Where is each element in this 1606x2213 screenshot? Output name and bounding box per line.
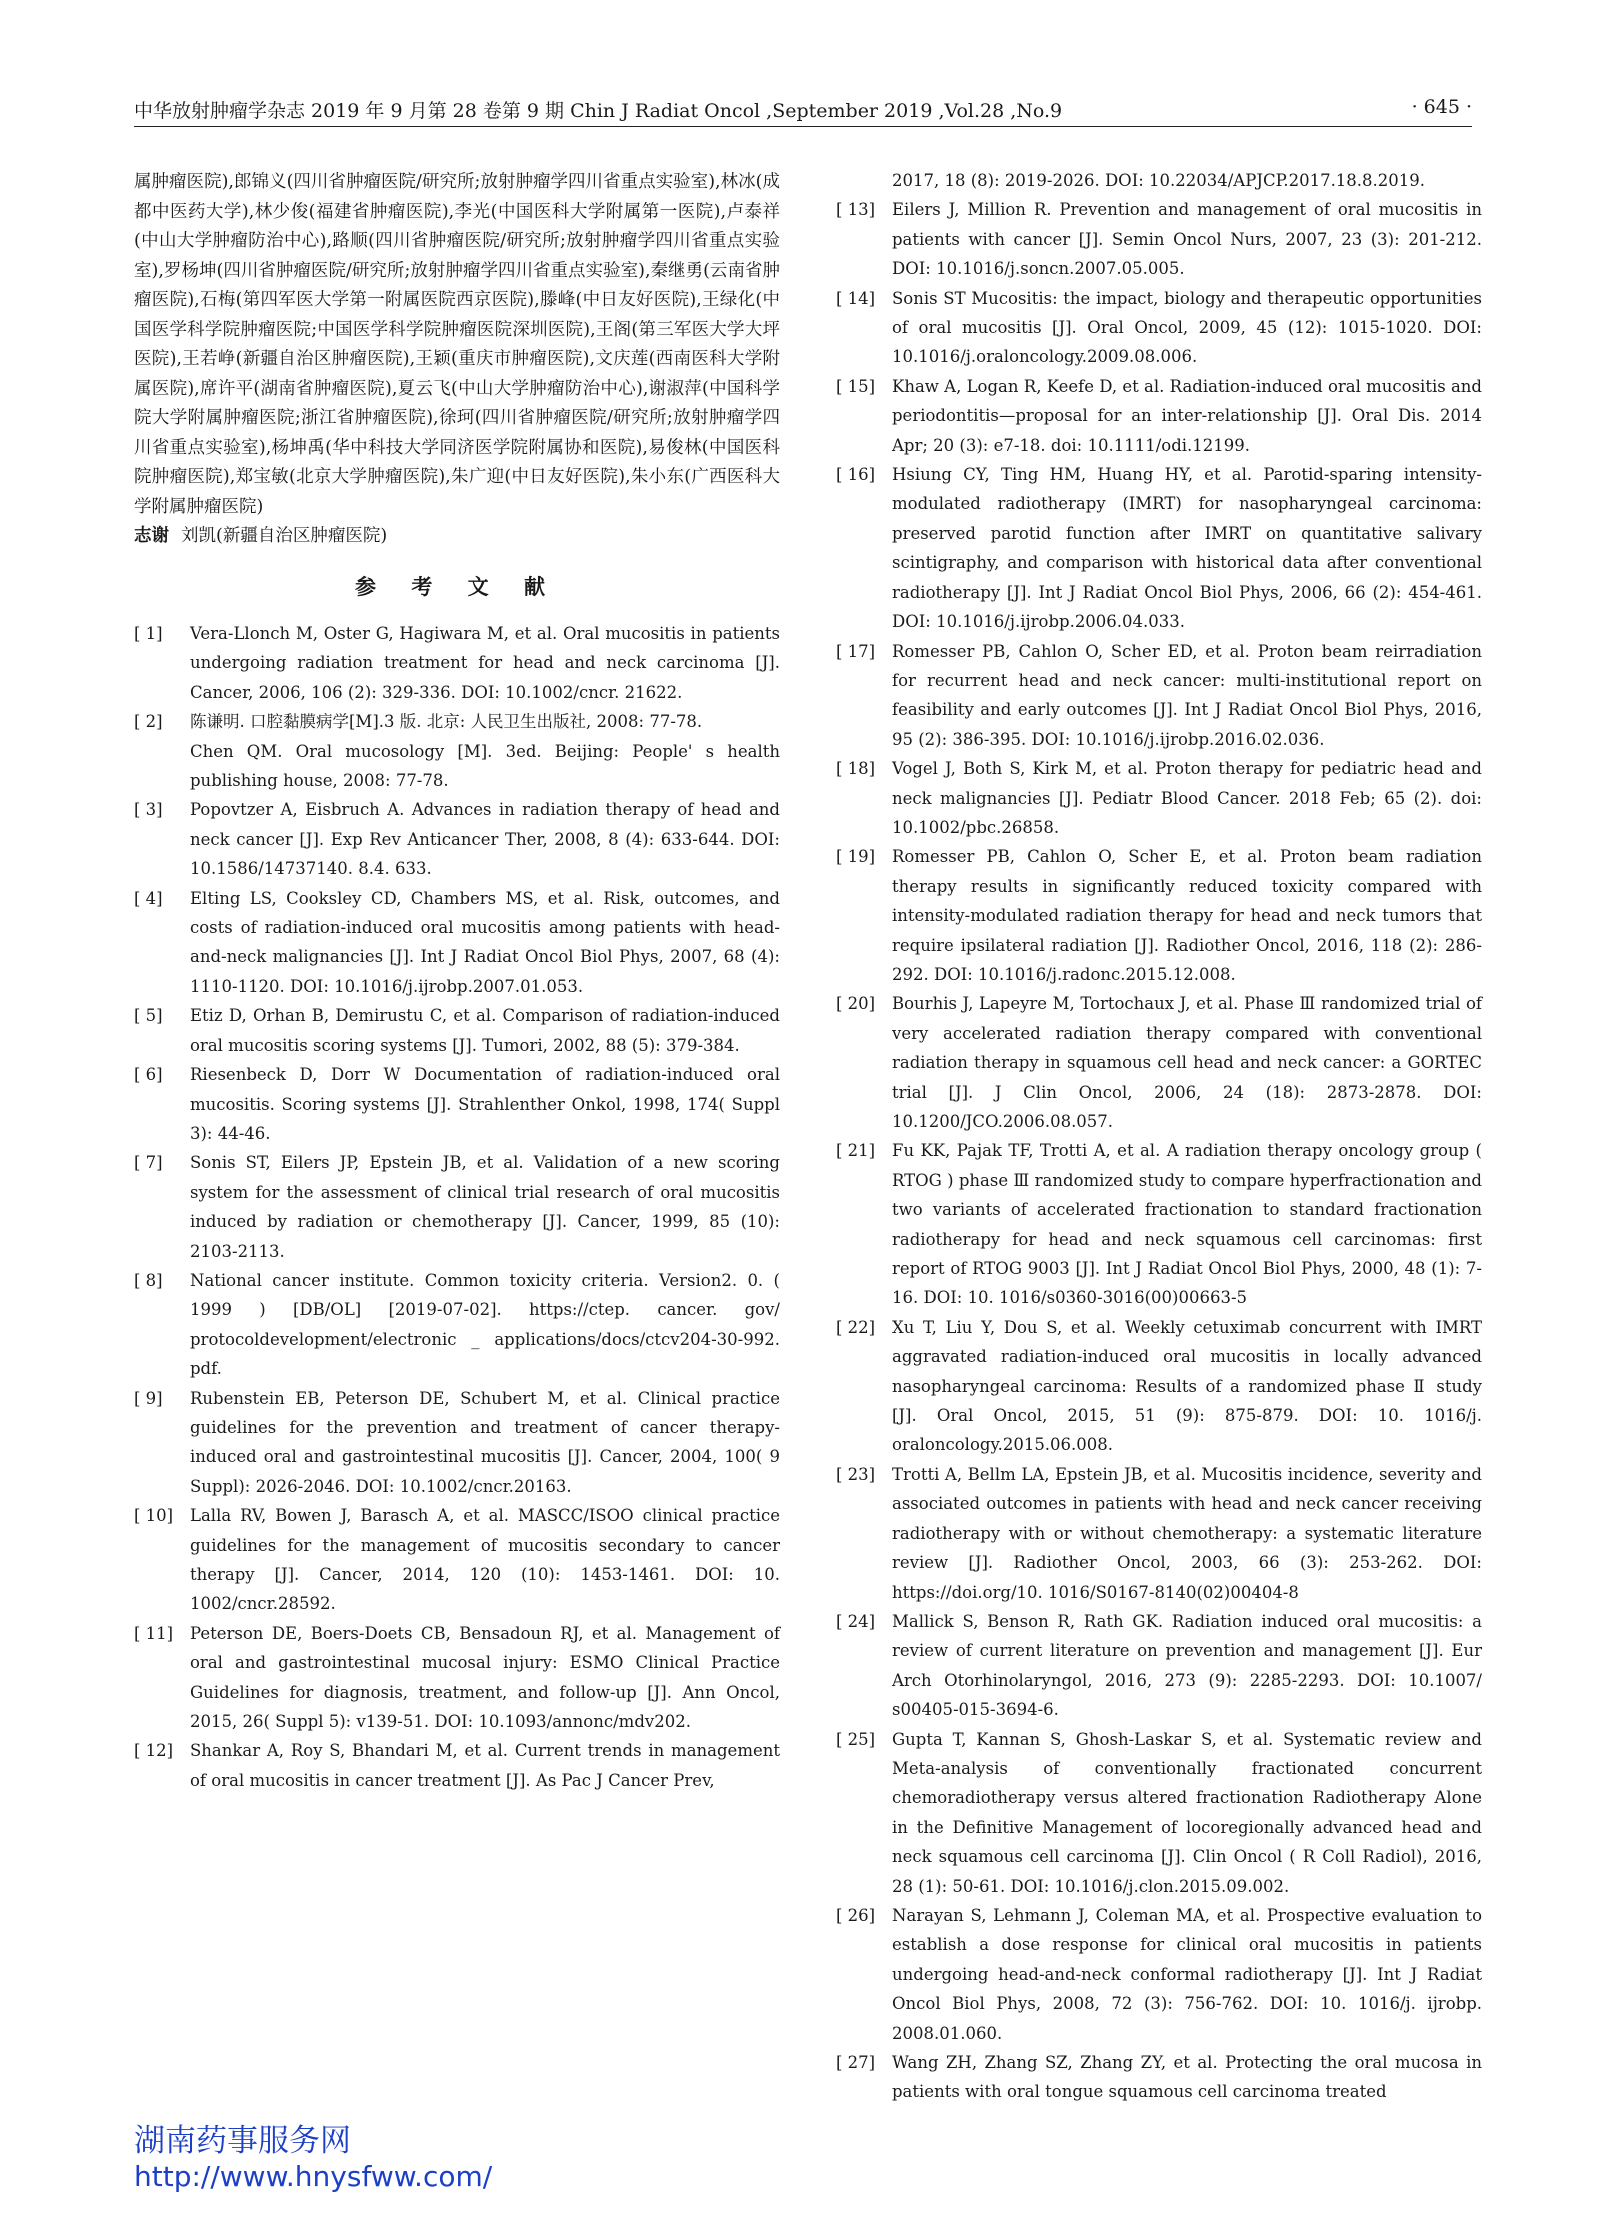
reference-item: [134, 1060, 780, 1148]
reference-item: [134, 1736, 780, 1795]
reference-text: Mallick S, Benson R, Rath GK. Radiation induced oral mucositis: a review of current literature on prevention and management [J]. Eur Arch Otorhinolaryngol, 2016, 273 (9): 2285-2293. DOI: 10.1007/ s00405-015-3694-6.: [892, 1611, 1482, 1720]
reference-text: Rubenstein EB, Peterson DE, Schubert M, et al. Clinical practice guidelines for the prevention and treatment of cancer therapy-induced oral and gastrointestinal mucositis [J]. Cancer, 2004, 100( 9 Suppl): 2026-2046. DOI: 10.1002/cncr.20163.: [190, 1388, 780, 1496]
watermark-url[interactable]: http://www.hnysfww.com/: [134, 2160, 493, 2193]
reference-item: [836, 460, 1482, 636]
reference-number: [ 16]: [836, 465, 876, 485]
reference-number: [ 4]: [134, 888, 163, 908]
reference-number: [ 24]: [836, 1611, 876, 1631]
right-column: [836, 166, 1482, 2107]
reference-number: [ 6]: [134, 1065, 163, 1085]
reference-number: [ 22]: [836, 1317, 876, 1337]
reference-number: [ 19]: [836, 847, 876, 867]
reference-text: Lalla RV, Bowen J, Barasch A, et al. MASCC/ISOO clinical practice guidelines for the management of mucositis secondary to cancer therapy [J]. Cancer, 2014, 120 (10): 1453-1461. DOI: 10. 1002/cncr.28592.: [190, 1506, 780, 1614]
reference-number: [ 13]: [836, 200, 876, 220]
reference-text: Narayan S, Lehmann J, Coleman MA, et al. Prospective evaluation to establish a dose response for clinical oral mucositis in patients undergoing head-and-neck conformal radiotherapy [J]. Int J Radiat Oncol Biol Phys, 2008, 72 (3): 756-762. DOI: 10. 1016/j. ijrobp. 2008.01.060.: [892, 1905, 1482, 2043]
reference-text: Peterson DE, Boers-Doets CB, Bensadoun RJ, et al. Management of oral and gastrointestinal mucosal injury: ESMO Clinical Practice Guidelines for diagnosis, treatment, and follow-up [J]. Ann Oncol, 2015, 26( Suppl 5): v139-51. DOI: 10.1093/annonc/mdv202.: [190, 1623, 780, 1732]
reference-text: Vera-Llonch M, Oster G, Hagiwara M, et al. Oral mucositis in patients undergoing radiation treatment for head and neck carcinoma [J]. Cancer, 2006, 106 (2): 329-336. DOI: 10.1002/cncr. 21622.: [190, 624, 780, 702]
reference-number: [ 17]: [836, 641, 876, 661]
reference-text: Khaw A, Logan R, Keefe D, et al. Radiation-induced oral mucositis and periodontitis—proposal for an inter-relationship [J]. Oral Dis. 2014 Apr; 20 (3): e7-18. doi: 10.1111/odi.12199.: [892, 376, 1482, 455]
reference-item: [836, 2048, 1482, 2107]
reference-item: [836, 1313, 1482, 1460]
reference-text: Sonis ST Mucositis: the impact, biology and therapeutic opportunities of oral mucositis [J]. Oral Oncol, 2009, 45 (12): 1015-1020. DOI: 10.1016/j.oraloncology.2009.08.006.: [892, 288, 1482, 367]
reference-number: [ 9]: [134, 1388, 163, 1408]
reference-text: Elting LS, Cooksley CD, Chambers MS, et al. Risk, outcomes, and costs of radiation-induced oral mucositis among patients with head-and-neck malignancies [J]. Int J Radiat Oncol Biol Phys, 2007, 68 (4): 1110-1120. DOI: 10.1016/j.ijrobp.2007.01.053.: [190, 888, 780, 996]
reference-number: [ 20]: [836, 994, 876, 1014]
reference-text: Fu KK, Pajak TF, Trotti A, et al. A radiation therapy oncology group ( RTOG ) phase Ⅲ randomized study to compare hyperfractionation and two variants of accelerated fractionation to standard fractionation radiotherapy for head and neck squamous cell carcinomas: first report of RTOG 9003 [J]. Int J Radiat Oncol Biol Phys, 2000, 48 (1): 7-16. DOI: 10. 1016/s0360-3016(00)00663-5: [892, 1141, 1482, 1308]
reference-number: [ 27]: [836, 2053, 876, 2072]
reference-text: Xu T, Liu Y, Dou S, et al. Weekly cetuximab concurrent with IMRT aggravated radiation-induced oral mucositis in locally advanced nasopharyngeal carcinoma: Results of a randomized phase Ⅱ study [J]. Oral Oncol, 2015, 51 (9): 875-879. DOI: 10. 1016/j. oraloncology.2015.06.008.: [892, 1317, 1482, 1455]
reference-item: [134, 795, 780, 883]
reference-item: [134, 884, 780, 1002]
reference-item: [836, 372, 1482, 460]
reference-text: National cancer institute. Common toxicity criteria. Version2. 0. ( 1999 ) [DB/OL] [2019-07-02]. https://ctep. cancer. gov/ protocoldevelopment/electronic _ applications/docs/ctcv204-30-992. pdf.: [190, 1270, 780, 1379]
reference-item: [836, 1607, 1482, 1725]
reference-text: Riesenbeck D, Dorr W Documentation of radiation-induced oral mucositis. Scoring systems [J]. Strahlenther Onkol, 1998, 174( Suppl 3): 44-46.: [190, 1065, 780, 1143]
reference-item: [134, 619, 780, 707]
reference-number: [ 15]: [836, 376, 876, 396]
reference-text: Romesser PB, Cahlon O, Scher ED, et al. Proton beam reirradiation for recurrent head and neck cancer: multi-institutional report on feasibility and early outcomes [J]. Int J Radiat Oncol Biol Phys, 2016, 95 (2): 386-395. DOI: 10.1016/j.ijrobp.2016.02.036.: [892, 641, 1482, 749]
running-header: [134, 96, 1472, 127]
reference-number: [ 2]: [134, 712, 163, 732]
reference-item: [836, 989, 1482, 1136]
left-column: [134, 168, 780, 1795]
references-heading: 参 考 文 献: [355, 573, 559, 599]
reference-item: [836, 195, 1482, 283]
reference-number: [ 11]: [134, 1623, 174, 1643]
reference-number: [ 26]: [836, 1905, 876, 1925]
reference-text: Etiz D, Orhan B, Demirustu C, et al. Comparison of radiation-induced oral mucositis scoring systems [J]. Tumori, 2002, 88 (5): 379-384.: [190, 1006, 780, 1055]
reference-item: [836, 637, 1482, 755]
reference-text: Vogel J, Both S, Kirk M, et al. Proton therapy for pediatric head and neck malignancies [J]. Pediatr Blood Cancer. 2018 Feb; 65 (2). doi: 10.1002/pbc.26858.: [892, 759, 1482, 837]
reference-text: Shankar A, Roy S, Bhandari M, et al. Current trends in management of oral mucositis in cancer treatment [J]. As Pac J Cancer Prev,: [190, 1741, 780, 1790]
reference-item: [134, 707, 780, 795]
reference-text: Eilers J, Million R. Prevention and management of oral mucositis in patients with cancer [J]. Semin Oncol Nurs, 2007, 23 (3): 201-212. DOI: 10.1016/j.soncn.2007.05.005.: [892, 200, 1482, 279]
reference-list-left: [134, 619, 780, 1795]
thanks-line: [134, 522, 780, 552]
reference-item: [836, 284, 1482, 372]
page-number: · 645 ·: [1411, 96, 1472, 118]
reference-item: [134, 1501, 780, 1619]
watermark-name: 湖南药事服务网: [134, 2123, 351, 2159]
reference-number: [ 10]: [134, 1506, 174, 1526]
reference-list-right: [836, 166, 1482, 2107]
reference-item: [836, 166, 1482, 195]
reference-text: Bourhis J, Lapeyre M, Tortochaux J, et al. Phase Ⅲ randomized trial of very accelerated radiation therapy compared with conventional radiation therapy in squamous cell head and neck cancer: a GORTEC trial [J]. J Clin Oncol, 2006, 24 (18): 2873-2878. DOI: 10.1200/JCO.2006.08.057.: [892, 994, 1482, 1131]
reference-number: [ 18]: [836, 759, 876, 779]
reference-item: [134, 1266, 780, 1384]
reference-text: Trotti A, Bellm LA, Epstein JB, et al. Mucositis incidence, severity and associated outcomes in patients with head and neck cancer receiving radiotherapy with or without chemotherapy: a systematic literature review [J]. Radiother Oncol, 2003, 66 (3): 253-262. DOI: https://doi.org/10. 1016/S0167-8140(02)00404-8: [892, 1464, 1482, 1602]
reference-item: [134, 1384, 780, 1502]
reference-number: [ 14]: [836, 288, 876, 308]
journal-citation: 中华放射肿瘤学杂志 2019 年 9 月第 28 卷第 9 期 Chin J Radiat Oncol ,September 2019 ,Vol.28 ,No.9: [134, 100, 1063, 122]
reference-item: [134, 1619, 780, 1737]
reference-number: [ 7]: [134, 1153, 163, 1173]
reference-number: [ 3]: [134, 800, 163, 820]
reference-text: Sonis ST, Eilers JP, Epstein JB, et al. Validation of a new scoring system for the assessment of clinical trial research of oral mucositis induced by radiation or chemotherapy [J]. Cancer, 1999, 85 (10): 2103-2113.: [190, 1153, 780, 1261]
reference-item: [836, 1460, 1482, 1607]
watermark: [134, 2122, 492, 2194]
reference-text: Romesser PB, Cahlon O, Scher E, et al. Proton beam radiation therapy results in significantly reduced toxicity compared with intensity-modulated radiation therapy for head and neck tumors that require ipsilateral radiation [J]. Radiother Oncol, 2016, 118 (2): 286-292. DOI: 10.1016/j.radonc.2015.12.008.: [892, 847, 1482, 984]
reference-item: [836, 1136, 1482, 1312]
reference-item: [836, 1901, 1482, 2048]
reference-text-translation: Chen QM. Oral mucosology [M]. 3ed. Beijing: People' s health publishing house, 2008: 77-78.: [190, 741, 780, 791]
reference-text: Gupta T, Kannan S, Ghosh-Laskar S, et al. Systematic review and Meta-analysis of conventionally fractionated concurrent chemoradiotherapy versus altered fractionation Radiotherapy Alone in the Definitive Management of locoregionally advanced head and neck squamous cell carcinoma [J]. Clin Oncol ( R Coll Radiol), 2016, 28 (1): 50-61. DOI: 10.1016/j.clon.2015.09.002.: [892, 1729, 1482, 1896]
reference-item: [836, 754, 1482, 842]
acknowledgement-section: [134, 168, 780, 552]
reference-number: [ 23]: [836, 1464, 876, 1484]
reference-number: [ 21]: [836, 1141, 876, 1161]
reference-number: [ 25]: [836, 1729, 876, 1749]
reference-number: [ 12]: [134, 1741, 174, 1761]
reference-item: [836, 1725, 1482, 1901]
reference-text: 陈谦明. 口腔黏膜病学[M].3 版. 北京: 人民卫生出版社, 2008: 77-78.: [190, 712, 703, 732]
thanks-label: 志谢: [134, 526, 169, 546]
reference-item: [134, 1148, 780, 1266]
reference-number: [ 8]: [134, 1270, 163, 1290]
reference-text: Wang ZH, Zhang SZ, Zhang ZY, et al. Protecting the oral mucosa in patients with oral tongue squamous cell carcinoma treated: [892, 2053, 1482, 2102]
reference-item: [134, 1001, 780, 1060]
contributors-paragraph: 属肿瘤医院),郎锦义(四川省肿瘤医院/研究所;放射肿瘤学四川省重点实验室),林冰(成都中医药大学),林少俊(福建省肿瘤医院),李光(中国医科大学附属第一医院),卢泰祥(中山大学肿瘤防治中心),路顺(四川省肿瘤医院/研究所;放射肿瘤学四川省重点实验室),罗杨坤(四川省肿瘤医院/研究所;放射肿瘤学四川省重点实验室),秦继勇(云南省肿瘤医院),石梅(第四军医大学第一附属医院西京医院),滕峰(中日友好医院),王绿化(中国医学科学院肿瘤医院;中国医学科学院肿瘤医院深圳医院),王阁(第三军医大学大坪医院),王若峥(新疆自治区肿瘤医院),王颖(重庆市肿瘤医院),文庆莲(西南医科大学附属医院),席许平(湖南省肿瘤医院),夏云飞(中山大学肿瘤防治中心),谢淑萍(中国科学院大学附属肿瘤医院;浙江省肿瘤医院),徐珂(四川省肿瘤医院/研究所;放射肿瘤学四川省重点实验室),杨坤禹(华中科技大学同济医学院附属协和医院),易俊林(中国医科院肿瘤医院),郑宝敏(北京大学肿瘤医院),朱广迎(中日友好医院),朱小东(广西医科大学附属肿瘤医院): [134, 172, 780, 517]
reference-text: Hsiung CY, Ting HM, Huang HY, et al. Parotid-sparing intensity-modulated radiotherapy (IMRT) for nasopharyngeal carcinoma: preserved parotid function after IMRT on quantitative salivary scintigraphy, and comparison with historical data after conventional radiotherapy [J]. Int J Radiat Oncol Biol Phys, 2006, 66 (2): 454-461. DOI: 10.1016/j.ijrobp.2006.04.033.: [892, 465, 1482, 632]
reference-number: [ 5]: [134, 1006, 163, 1026]
reference-text: 2017, 18 (8): 2019-2026. DOI: 10.22034/APJCP.2017.18.8.2019.: [892, 171, 1426, 190]
reference-text: Popovtzer A, Eisbruch A. Advances in radiation therapy of head and neck cancer [J]. Exp Rev Anticancer Ther, 2008, 8 (4): 633-644. DOI: 10.1586/14737140. 8.4. 633.: [190, 800, 780, 879]
reference-item: [836, 842, 1482, 989]
reference-number: [ 1]: [134, 624, 163, 643]
thanks-text: 刘凯(新疆自治区肿瘤医院): [181, 526, 388, 546]
